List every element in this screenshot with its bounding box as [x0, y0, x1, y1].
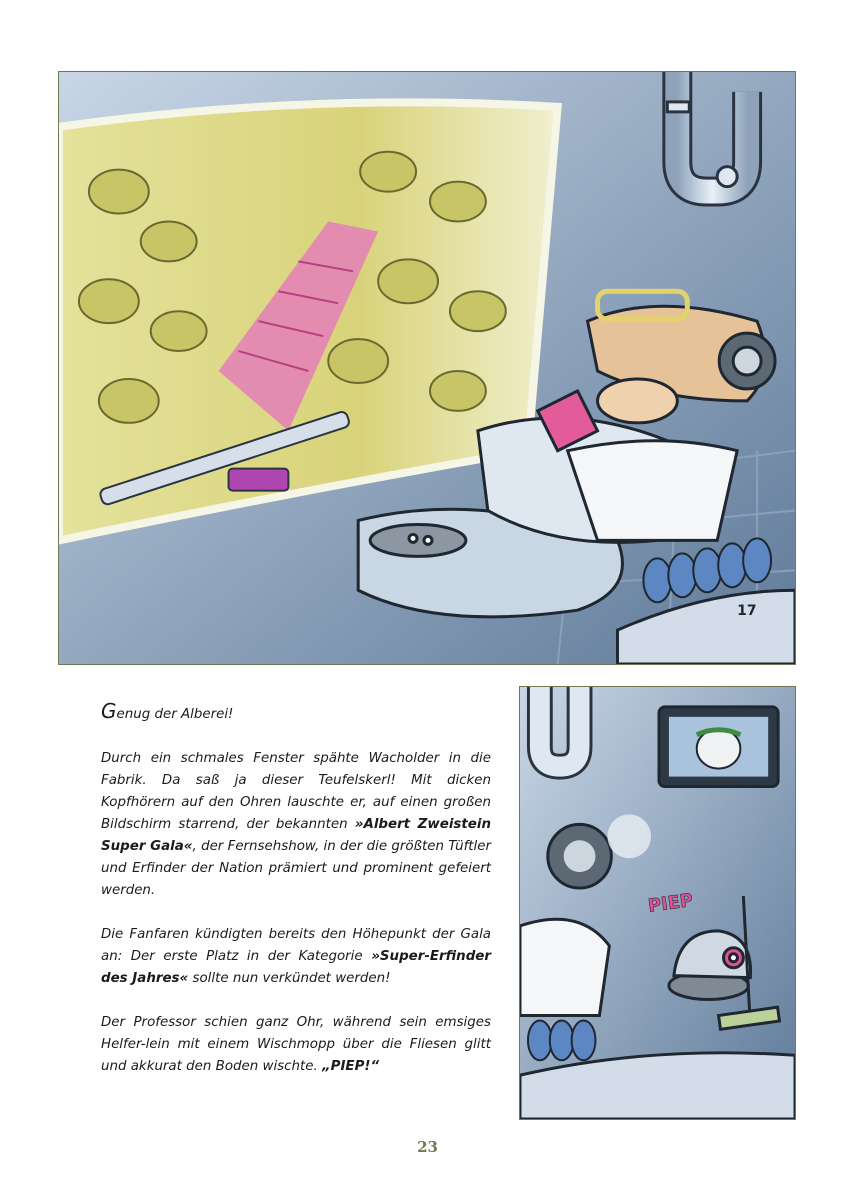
story-text [101, 700, 491, 1078]
award-category: »Super-Erfinder des Jahres« [101, 949, 491, 986]
show-title: »Albert Zweistein Super Gala« [101, 817, 491, 854]
paragraph-1-text-a: Durch ein schmales Fenster spähte Wacholder in die Fabrik. Da saß ja dieser Teufelskerl! Mit dicken Kopfhörern auf den Ohren lauschte er, auf einen großen Bildschirm starrend, der bekannten [101, 751, 491, 832]
comic-panel-side [519, 686, 796, 1120]
piep-exclamation: „PIEP!“ [322, 1059, 380, 1074]
page-number: 23 [417, 1138, 438, 1156]
paragraph-1-text-b: , der Fernsehshow, in der die größten Tüftler und Erfinder der Nation prämiert und prominent gefeiert werden. [101, 839, 492, 898]
paragraph-2 [101, 924, 491, 990]
heading-rest: enug der Alberei! [116, 707, 234, 722]
paragraph-1 [101, 748, 491, 902]
story-heading [101, 700, 491, 726]
comic-panel-main [58, 71, 796, 665]
robot-mopping-illustration [520, 687, 795, 1119]
paragraph-2-text-b: sollte nun verkündet werden! [188, 971, 391, 986]
heading-initial: G [101, 699, 117, 723]
professor-watching-gala-illustration [59, 72, 795, 664]
paragraph-3 [101, 1012, 491, 1078]
piep-sound: PIEP [646, 889, 695, 917]
paragraph-2-text-a: Die Fanfaren kündigten bereits den Höhepunkt der Gala an: Der erste Platz in der Kategorie [101, 927, 491, 964]
hose-mark: 17 [737, 603, 757, 620]
paragraph-3-text-a: Der Professor schien ganz Ohr, während sein emsiges Helfer-lein mit einem Wischmopp über die Fliesen glitt und akkurat den Boden wischte. [101, 1015, 491, 1074]
